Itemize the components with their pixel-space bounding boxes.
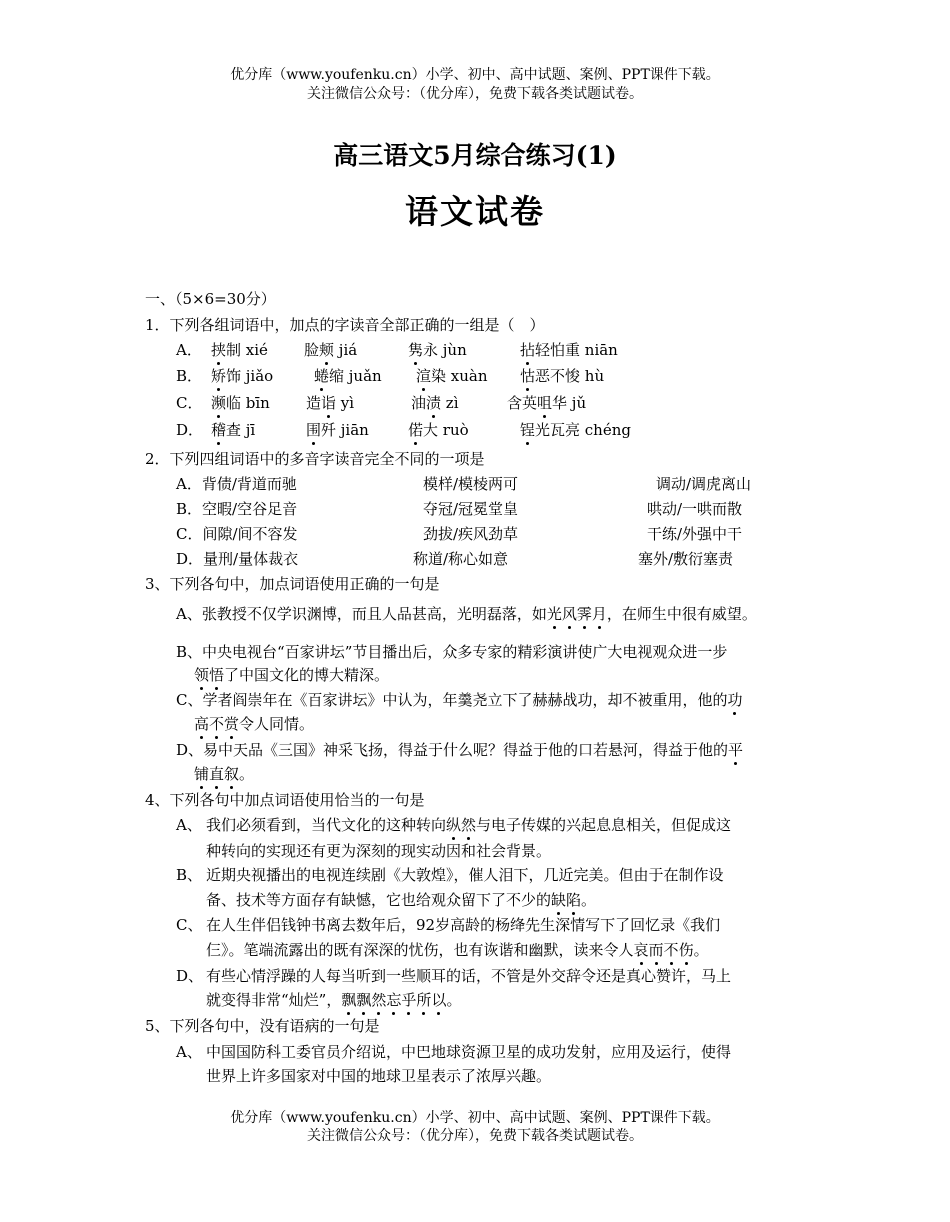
q2-c-col-2: 劲拔/疾风劲草 [423, 525, 519, 543]
q1-d-label: D． [176, 421, 204, 439]
q4-c-label: C、 [176, 916, 203, 934]
q1-c-item-2: 造诣 yì [306, 394, 355, 412]
header-line-1: 优分库（www.youfenku.cn）小学、初中、高中试题、案例、PPT课件下载。 [230, 67, 720, 83]
q5-a-line2: 世界上许多国家对中国的地球卫星表示了浓厚兴趣。 [206, 1067, 552, 1085]
q2-d-col-1: D．量刑/量体裁衣 [176, 550, 299, 568]
q2-c-col-3: 干练/外强中干 [647, 525, 743, 543]
q2-c-col-1: C．间隙/间不容发 [176, 525, 298, 543]
q4-a-line2: 种转向的实现还有更为深刻的现实动因和社会背景。 [206, 842, 552, 860]
q1-a-item-1: 挟制 xié [211, 341, 268, 359]
q2-d-col-2: 称道/称心如意 [413, 550, 509, 568]
q4-a-label: A、 [176, 816, 202, 834]
q2-b-col-2: 夺冠/冠冕堂皇 [423, 500, 519, 518]
q2-stem: 2．下列四组词语中的多音字读音完全不同的一项是 [145, 450, 485, 468]
q4-c-line1: 在人生伴侣钱钟书离去数年后，92岁高龄的杨绛先生深情写下了回忆录《我们 [206, 916, 721, 934]
q2-b-col-1: B．空暇/空谷足音 [176, 500, 298, 518]
q3-option-c-line1: C、学者阎崇年在《百家讲坛》中认为，年羹尧立下了赫赫战功，却不被重用，他的功 [176, 691, 743, 709]
q1-d-item-3: 偌大 ruò [408, 421, 469, 439]
q1-d-item-4: 锃光瓦亮 chéng [520, 421, 631, 439]
q3-stem: 3、下列各句中，加点词语使用正确的一句是 [145, 575, 440, 593]
q5-a-line1: 中国国防科工委官员介绍说，中巴地球资源卫星的成功发射，应用及运行，使得 [206, 1043, 732, 1061]
q1-c-label: C． [176, 394, 203, 412]
exam-subtitle: 语文试卷 [405, 192, 545, 231]
q1-b-label: B． [176, 367, 203, 385]
q4-c-line2: 仨》。笔端流露出的既有深深的忧伤，也有诙谐和幽默，读来令人哀而不伤。 [206, 941, 709, 959]
q3-option-a: A、张教授不仅学识渊博，而且人品甚高，光明磊落，如光风霁月，在师生中很有威望。 [176, 605, 757, 623]
q4-d-label: D、 [176, 967, 204, 985]
exam-title: 高三语文5月综合练习(1) [333, 141, 617, 170]
q1-a-item-2: 脸颊 jiá [304, 341, 358, 359]
q4-d-line1: 有些心情浮躁的人每当听到一些顺耳的话，不管是外交辞令还是真心赞许，马上 [206, 967, 732, 985]
q1-stem: 1．下列各组词语中，加点的字读音全部正确的一组是（ ） [145, 316, 545, 334]
q4-b-label: B、 [176, 866, 203, 884]
q3-option-b-line2: 领悟了中国文化的博大精深。 [194, 666, 390, 684]
q3-option-d-line2: 铺直叙。 [194, 765, 255, 783]
q5-a-label: A、 [176, 1043, 202, 1061]
q4-stem: 4、下列各句中加点词语使用恰当的一句是 [145, 791, 425, 809]
q4-b-line1: 近期央视播出的电视连续剧《大敦煌》，催人泪下，几近完美。但由于在制作设 [206, 866, 724, 884]
header-line-2: 关注微信公众号：（优分库），免费下载各类试题试卷。 [307, 86, 643, 102]
q2-d-col-3: 塞外/敷衍塞责 [638, 550, 734, 568]
q2-a-col-3: 调动/调虎离山 [656, 475, 752, 493]
q1-a-label: A． [176, 341, 202, 359]
q2-a-col-1: A．背债/背道而驰 [176, 475, 297, 493]
q2-b-col-3: 哄动/一哄而散 [647, 500, 743, 518]
q1-b-item-1: 矫饰 jiǎo [211, 367, 274, 385]
q1-c-item-4: 含英咀华 jǔ [507, 394, 587, 412]
q2-a-col-2: 模样/模棱两可 [423, 475, 519, 493]
section-heading: 一、（5×6=30分） [145, 290, 276, 308]
footer-line-1: 优分库（www.youfenku.cn）小学、初中、高中试题、案例、PPT课件下载。 [230, 1110, 720, 1126]
q1-a-item-4: 拈轻怕重 niān [520, 341, 618, 359]
q1-b-item-3: 渲染 xuàn [416, 367, 488, 385]
q1-c-item-1: 濒临 bīn [211, 394, 270, 412]
q5-stem: 5、下列各句中，没有语病的一句是 [145, 1017, 380, 1035]
q4-b-line2: 备、技术等方面存有缺憾，它也给观众留下了不少的缺陷。 [206, 891, 597, 909]
q4-d-line2: 就变得非常“灿烂”，飘飘然忘乎所以。 [206, 991, 462, 1009]
q3-option-d-line1: D、易中天品《三国》神采飞扬，得益于什么呢？得益于他的口若悬河，得益于他的平 [176, 741, 744, 759]
q1-c-item-3: 油渍 zì [411, 394, 459, 412]
q1-b-item-2: 蜷缩 juǎn [314, 367, 382, 385]
q3-option-b-line1: B、中央电视台“百家讲坛”节目播出后，众多专家的精彩演讲使广大电视观众进一步 [176, 643, 728, 661]
q3-option-c-line2: 高不赏令人同情。 [194, 715, 315, 733]
q1-a-item-3: 隽永 jùn [408, 341, 467, 359]
footer-line-2: 关注微信公众号：（优分库），免费下载各类试题试卷。 [307, 1128, 643, 1144]
q4-a-line1: 我们必须看到，当代文化的这种转向纵然与电子传媒的兴起息息相关，但促成这 [206, 816, 732, 834]
q1-b-item-4: 怙恶不悛 hù [520, 367, 605, 385]
q1-d-item-2: 围歼 jiān [306, 421, 369, 439]
q1-d-item-1: 稽查 jī [211, 421, 256, 439]
